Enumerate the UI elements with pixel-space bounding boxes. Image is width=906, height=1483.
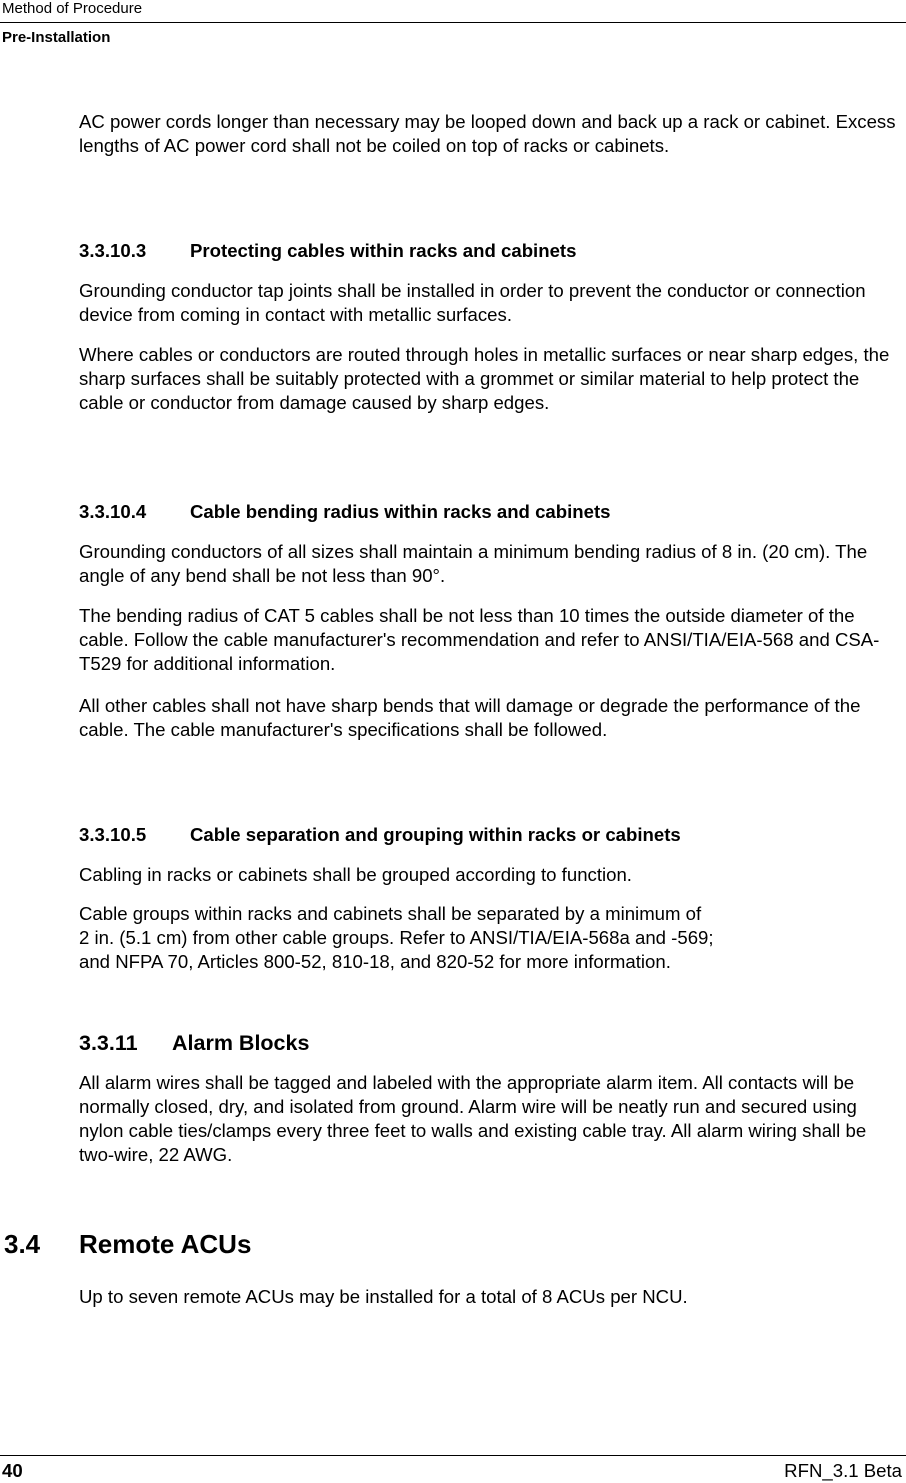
paragraph: All alarm wires shall be tagged and labeled with the appropriate alarm item. All contacts will be normally closed, dry, and isolated from ground. Alarm wire will be neatly run and secured using nylon cable ties/clamps every three feet to walls and existing cable tray. All alarm wiring shall be two-wire, 22 AWG.	[79, 1072, 867, 1165]
intro-paragraph: AC power cords longer than necessary may be looped down and back up a rack or cabinet. Excess lengths of AC power cord shall not be coiled on top of racks or cabinets.	[79, 111, 896, 156]
heading-number: 3.4	[4, 1229, 41, 1259]
heading-title: Protecting cables within racks and cabinets	[190, 240, 577, 261]
running-header	[0, 0, 906, 23]
heading-title: Alarm Blocks	[172, 1031, 310, 1055]
paragraph: Up to seven remote ACUs may be installed for a total of 8 ACUs per NCU.	[79, 1286, 688, 1307]
heading-number: 3.3.11	[79, 1031, 138, 1055]
heading-title: Cable bending radius within racks and cabinets	[190, 501, 611, 522]
paragraph-line: and NFPA 70, Articles 800-52, 810-18, and 820-52 for more information.	[79, 951, 671, 972]
paragraph: Grounding conductors of all sizes shall maintain a minimum bending radius of 8 in. (20 cm). The angle of any bend shall be not less than 90°.	[79, 541, 868, 586]
paragraph-line: 2 in. (5.1 cm) from other cable groups. Refer to ANSI/TIA/EIA-568a and -569;	[79, 927, 714, 948]
running-section-name: Pre-Installation	[2, 29, 111, 46]
heading-title: Remote ACUs	[79, 1229, 252, 1259]
heading-3-3-10-3	[79, 239, 576, 263]
heading-number: 3.3.10.3	[79, 240, 147, 261]
document-version: RFN_3.1 Beta	[784, 1460, 902, 1481]
paragraph-line: Cable groups within racks and cabinets shall be separated by a minimum of	[79, 903, 702, 924]
paragraph: Where cables or conductors are routed through holes in metallic surfaces or near sharp edges, the sharp surfaces shall be suitably protected with a grommet or similar material to help protect the cable or conductor from damage caused by sharp edges.	[79, 344, 890, 413]
heading-3-3-10-4	[79, 500, 611, 524]
heading-3-4	[4, 1229, 251, 1259]
paragraph: Cabling in racks or cabinets shall be grouped according to function.	[79, 864, 632, 885]
paragraph: Grounding conductor tap joints shall be installed in order to prevent the conductor or connection device from coming in contact with metallic surfaces.	[79, 280, 866, 325]
footer-rule	[0, 1455, 906, 1456]
document-title: Method of Procedure	[2, 0, 143, 17]
paragraph: The bending radius of CAT 5 cables shall be not less than 10 times the outside diameter of the cable. Follow the cable manufacturer's recommendation and refer to ANSI/TIA/EIA-568 and CSA-T529 for additional information.	[79, 605, 880, 674]
paragraph	[79, 902, 905, 974]
heading-number: 3.3.10.5	[79, 824, 147, 845]
paragraph: All other cables shall not have sharp bends that will damage or degrade the performance of the cable. The cable manufacturer's specifications shall be followed.	[79, 695, 861, 740]
heading-number: 3.3.10.4	[79, 501, 147, 522]
heading-3-3-10-5	[79, 823, 681, 847]
heading-title: Cable separation and grouping within racks or cabinets	[190, 824, 681, 845]
heading-3-3-11	[79, 1030, 309, 1056]
page-number: 40	[2, 1460, 23, 1481]
